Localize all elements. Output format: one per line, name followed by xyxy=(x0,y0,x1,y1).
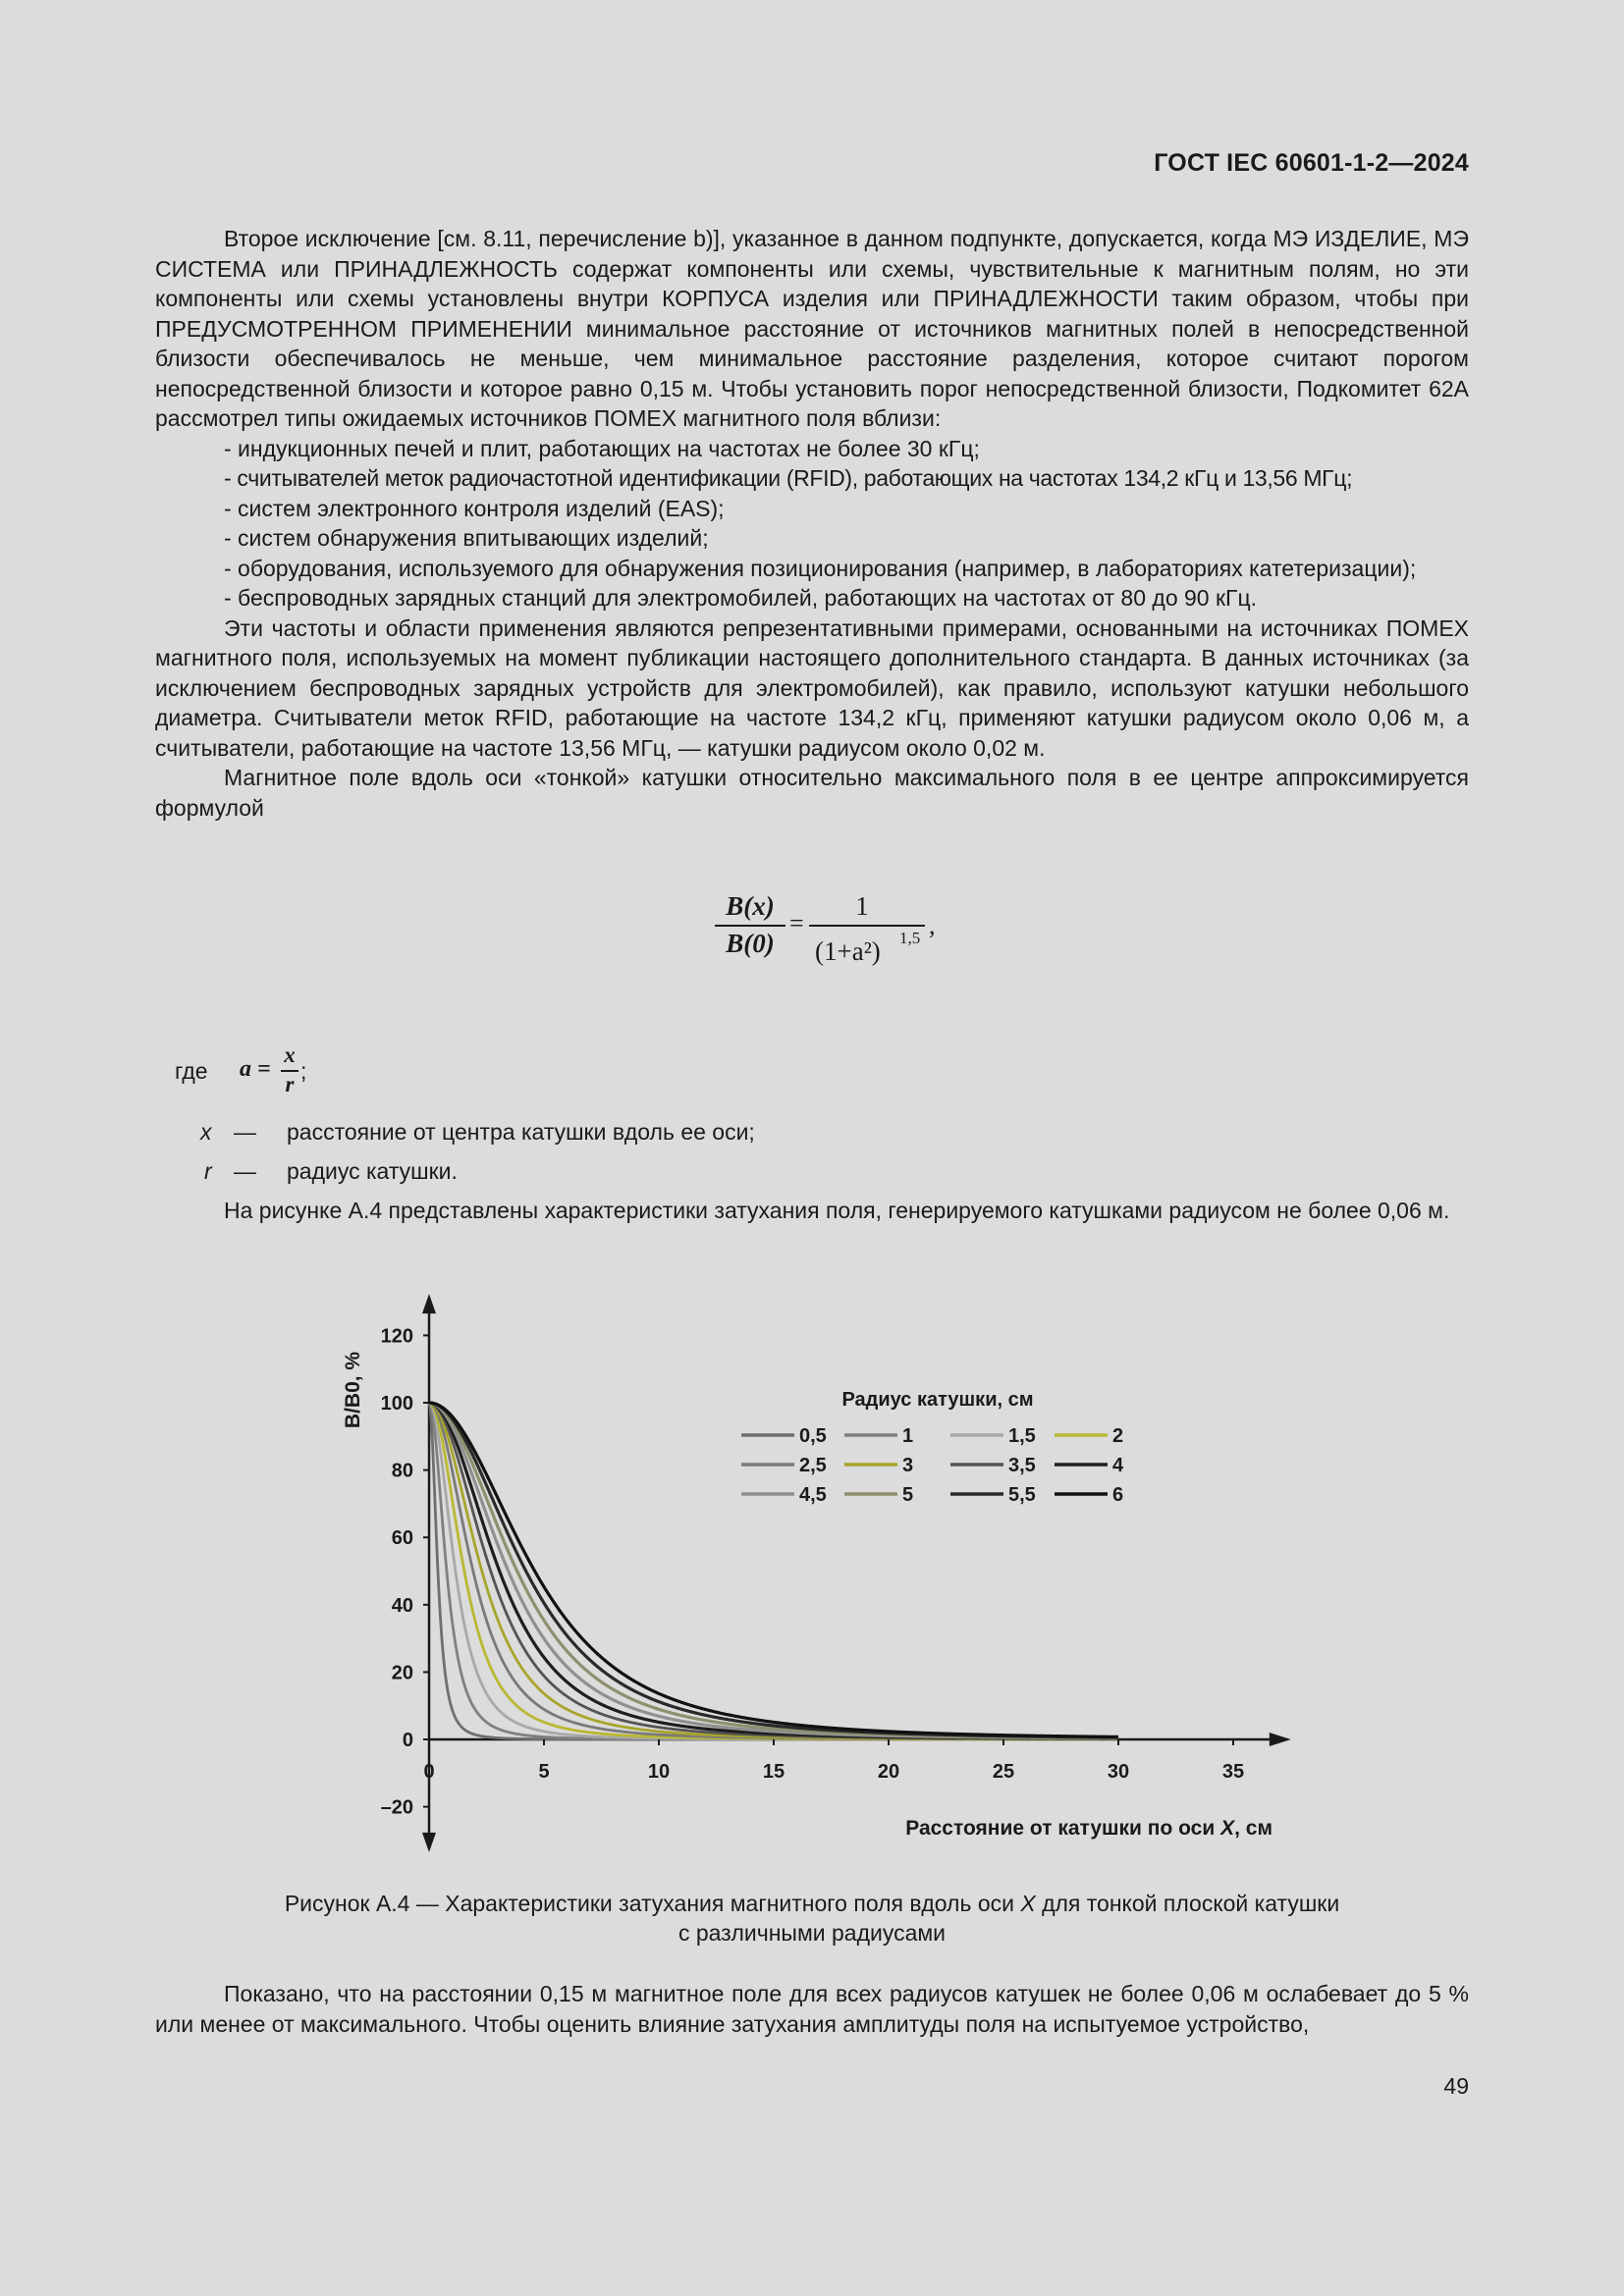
legend-label: 5 xyxy=(902,1484,914,1506)
a-def-numerator: x xyxy=(284,1042,296,1067)
a-def-denominator: r xyxy=(285,1072,295,1096)
series-line-2-5 xyxy=(429,1403,1118,1739)
legend-label: 5,5 xyxy=(1008,1484,1036,1506)
paragraph-figure-intro: На рисунке А.4 представлены характеристики затухания поля, генерируемого катушками радиусом не более 0,06 м. xyxy=(224,1198,1450,1223)
x-tick-label: 15 xyxy=(762,1761,785,1783)
legend-label: 6 xyxy=(1112,1484,1124,1506)
formula-numerator-left: B(x) xyxy=(726,891,775,921)
paragraph-exception: Второе исключение [см. 8.11, перечисление b)], указанное в данном подпункте, допускается, когда МЭ ИЗДЕЛИЕ, МЭ СИСТЕМА или ПРИНАДЛЕЖНОСТЬ содержат компоненты или схемы, чувствительные к магнитным полям, но эти компоненты или схемы установлены внутри КОРПУСА изделия или ПРИНАДЛЕЖНОСТИ таким образом, чтобы при ПРЕДУСМОТРЕННОМ ПРИМЕНЕНИИ минимальное расстояние от источников магнитных полей в непосредственной близости обеспечивалось не меньше, чем минимальное расстояние разделения, которое считают порогом непосредственной близости и которое равно 0,15 м. Чтобы установить порог непосредственной близости, Подкомитет 62А рассмотрел типы ожидаемых источников ПОМЕХ магнитного поля вблизи: xyxy=(155,226,1469,431)
legend-label: 3,5 xyxy=(1008,1455,1036,1476)
series-line-6 xyxy=(429,1403,1118,1736)
legend-label: 1 xyxy=(902,1425,914,1447)
series-line-4-5 xyxy=(429,1403,1118,1738)
x-tick-label: 10 xyxy=(647,1761,671,1783)
legend-label: 4,5 xyxy=(799,1484,827,1506)
y-tick-label: 0 xyxy=(402,1730,413,1751)
y-axis-label: B/B0, % xyxy=(342,1351,364,1429)
x-tick-label: 5 xyxy=(538,1761,550,1783)
series-line-3 xyxy=(429,1403,1118,1739)
series-line-1-5 xyxy=(429,1403,1118,1739)
chart-curves xyxy=(429,1403,1118,1739)
x-tick-label: 25 xyxy=(992,1761,1015,1783)
series-line-3-5 xyxy=(429,1403,1118,1738)
y-axis-arrow-up xyxy=(422,1294,436,1313)
a-def-end: ; xyxy=(300,1058,307,1084)
x-axis-arrow xyxy=(1270,1733,1291,1746)
legend-label: 3 xyxy=(902,1455,914,1476)
where-text-r: радиус катушки. xyxy=(287,1158,458,1184)
legend-label: 4 xyxy=(1112,1455,1124,1476)
x-tick-label: 0 xyxy=(423,1761,435,1783)
chart-legend xyxy=(741,1389,1124,1506)
where-dash: — xyxy=(234,1119,256,1145)
formula-numerator-right: 1 xyxy=(855,891,869,921)
page-number: 49 xyxy=(1443,2073,1469,2099)
where-dash: — xyxy=(234,1158,256,1184)
list-item: - оборудования, используемого для обнаружения позиционирования (например, в лабораториях катетеризации); xyxy=(224,555,1417,581)
where-text-x: расстояние от центра катушки вдоль ее оси; xyxy=(287,1119,755,1145)
y-tick-label: 60 xyxy=(391,1527,413,1550)
legend-label: 1,5 xyxy=(1008,1425,1036,1447)
formula-equals: = xyxy=(789,909,804,937)
where-symbol-x: x xyxy=(200,1119,212,1145)
figure-caption xyxy=(155,1889,1469,1948)
formula-exponent: 1,5 xyxy=(899,929,921,947)
y-tick-label: 100 xyxy=(380,1393,413,1415)
paragraph-frequencies: Эти частоты и области применения являются репрезентативными примерами, основанными на источниках ПОМЕХ магнитного поля, используемых на момент публикации настоящего дополнительного стандарта. В данных источниках (за исключением беспроводных зарядных устройств для электромобилей), как правило, используют катушки небольшого диаметра. Считыватели меток RFID, работающие на частоте 134,2 кГц, применяют катушки радиусом около 0,06 м, а считыватели, работающие на частоте 13,56 МГц, — катушки радиусом около 0,02 м. xyxy=(155,614,1469,761)
y-tick-label: 120 xyxy=(380,1325,413,1348)
where-word: где xyxy=(175,1058,208,1084)
y-axis-arrow-down xyxy=(422,1833,436,1852)
series-line-0-5 xyxy=(429,1403,1118,1739)
y-tick-label: 80 xyxy=(391,1460,413,1482)
where-symbol-r: r xyxy=(204,1158,212,1184)
list-item: - систем обнаружения впитывающих изделий; xyxy=(224,525,709,551)
x-tick-label: 20 xyxy=(877,1761,900,1783)
caption-line-1: Рисунок А.4 — Характеристики затухания магнитного поля вдоль оси X для тонкой плоской катушки xyxy=(284,1891,1340,1916)
series-line-1 xyxy=(429,1403,1118,1739)
y-tick-label: –20 xyxy=(380,1796,413,1819)
list-item: - индукционных печей и плит, работающих на частотах не более 30 кГц; xyxy=(224,435,980,461)
chart-axes xyxy=(422,1294,1291,1852)
list-item: - систем электронного контроля изделий (EAS); xyxy=(224,495,725,521)
document-code: ГОСТ IEC 60601-1-2—2024 xyxy=(1154,149,1469,177)
closing-section xyxy=(155,1979,1469,2039)
formula-comma: , xyxy=(929,911,936,939)
series-line-5 xyxy=(429,1403,1118,1737)
legend-label: 2 xyxy=(1112,1425,1124,1447)
caption-line-2: с различными радиусами xyxy=(677,1920,947,1946)
a-definition-lhs: a = xyxy=(240,1056,271,1082)
x-tick-label: 30 xyxy=(1107,1761,1130,1783)
y-tick-label: 20 xyxy=(391,1662,413,1684)
x-tick-label: 35 xyxy=(1221,1761,1245,1783)
legend-label: 2,5 xyxy=(799,1455,827,1476)
paragraph-closing: Показано, что на расстоянии 0,15 м магнитное поле для всех радиусов катушек не более 0,06 м ослабевает до 5 % или менее от максимального. Чтобы оценить влияние затухания амплитуды поля на испытуемое устройство, xyxy=(155,1981,1469,2037)
x-axis-label: Расстояние от катушки по оси X, см xyxy=(905,1817,1272,1840)
series-line-2 xyxy=(429,1403,1118,1739)
formula-denominator-right: (1+a²) xyxy=(815,936,881,966)
formula-denominator-left: B(0) xyxy=(726,929,775,958)
legend-label: 0,5 xyxy=(799,1425,827,1447)
series-line-4 xyxy=(429,1403,1118,1738)
paragraph-formula-intro: Магнитное поле вдоль оси «тонкой» катушки относительно максимального поля в ее центре аппроксимируется формулой xyxy=(155,765,1469,821)
list-item: - беспроводных зарядных станций для электромобилей, работающих на частотах от 80 до 90 кГц. xyxy=(224,585,1258,611)
list-item: - считывателей меток радиочастотной идентификации (RFID), работающих на частотах 134,2 кГц и 13,56 МГц; xyxy=(224,465,1353,491)
y-tick-label: 40 xyxy=(391,1594,413,1617)
legend-title: Радиус катушки, см xyxy=(841,1389,1034,1411)
